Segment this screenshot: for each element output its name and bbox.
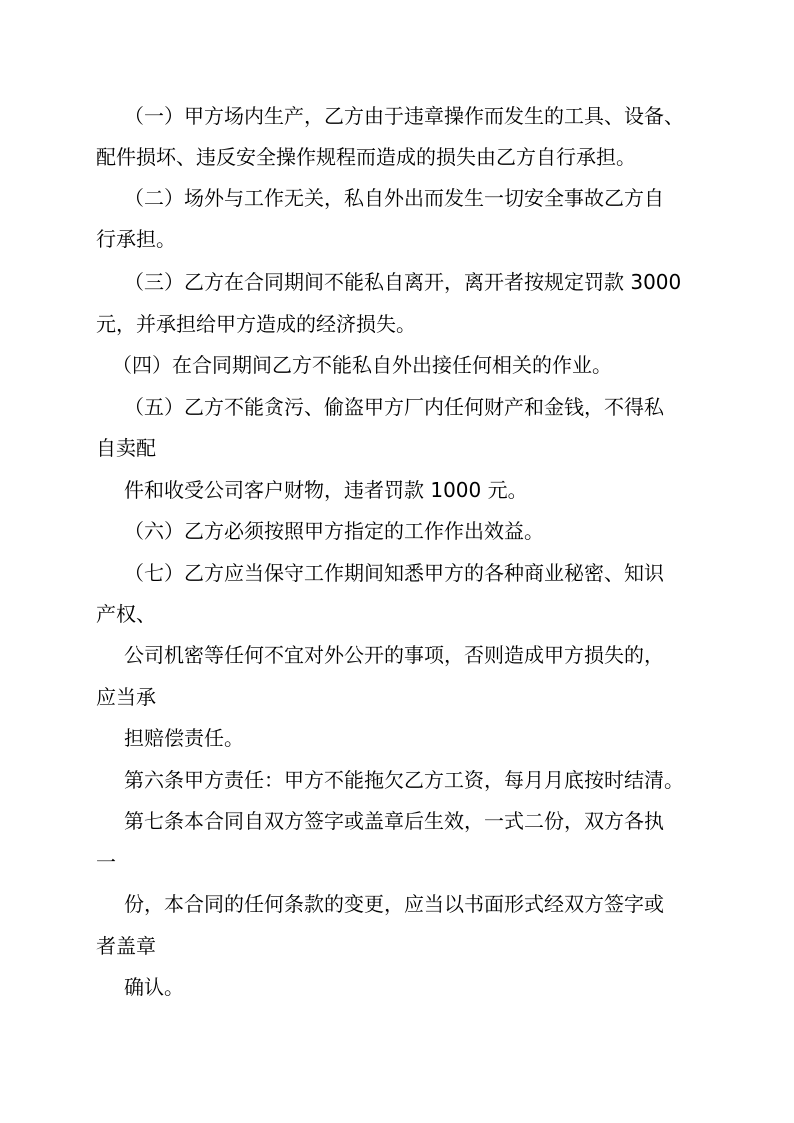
text-line: 第六条甲方责任：甲方不能拖欠乙方工资，每月月底按时结清。 — [124, 768, 684, 792]
text-line: （一）甲方场内生产，乙方由于违章操作而发生的工具、设备、 — [124, 104, 684, 128]
text-line: 确认。 — [124, 975, 184, 999]
text-line: （二）场外与工作无关，私自外出而发生一切安全事故乙方自 — [124, 186, 664, 210]
text-line: 应当承 — [96, 685, 156, 709]
text-line: 件和收受公司客户财物，违者罚款 1000 元。 — [124, 478, 528, 502]
text-line: 份，本合同的任何条款的变更，应当以书面形式经双方签字或 — [124, 892, 664, 916]
text-line: 第七条本合同自双方签字或盖章后生效，一式二份，双方各执 — [124, 809, 664, 833]
text-line: 产权、 — [96, 602, 156, 626]
text-line: 者盖章 — [96, 934, 156, 958]
text-line: 配件损坏、违反安全操作规程而造成的损失由乙方自行承担。 — [96, 145, 636, 169]
text-line: 担赔偿责任。 — [124, 726, 244, 750]
text-line: （六）乙方必须按照甲方指定的工作作出效益。 — [124, 519, 544, 543]
text-line: （三）乙方在合同期间不能私自离开，离开者按规定罚款 3000 — [124, 270, 682, 294]
text-line: 一 — [96, 850, 116, 874]
text-line: 行承担。 — [96, 227, 176, 251]
text-line: （四）在合同期间乙方不能私自外出接任何相关的作业。 — [112, 353, 612, 377]
text-line: 公司机密等任何不宜对外公开的事项，否则造成甲方损失的， — [124, 643, 664, 667]
text-line: （七）乙方应当保守工作期间知悉甲方的各种商业秘密、知识 — [124, 561, 664, 585]
text-line: （五）乙方不能贪污、偷盗甲方厂内任何财产和金钱，不得私 — [124, 395, 664, 419]
text-line: 元，并承担给甲方造成的经济损失。 — [96, 312, 416, 336]
text-line: 自卖配 — [96, 436, 156, 460]
